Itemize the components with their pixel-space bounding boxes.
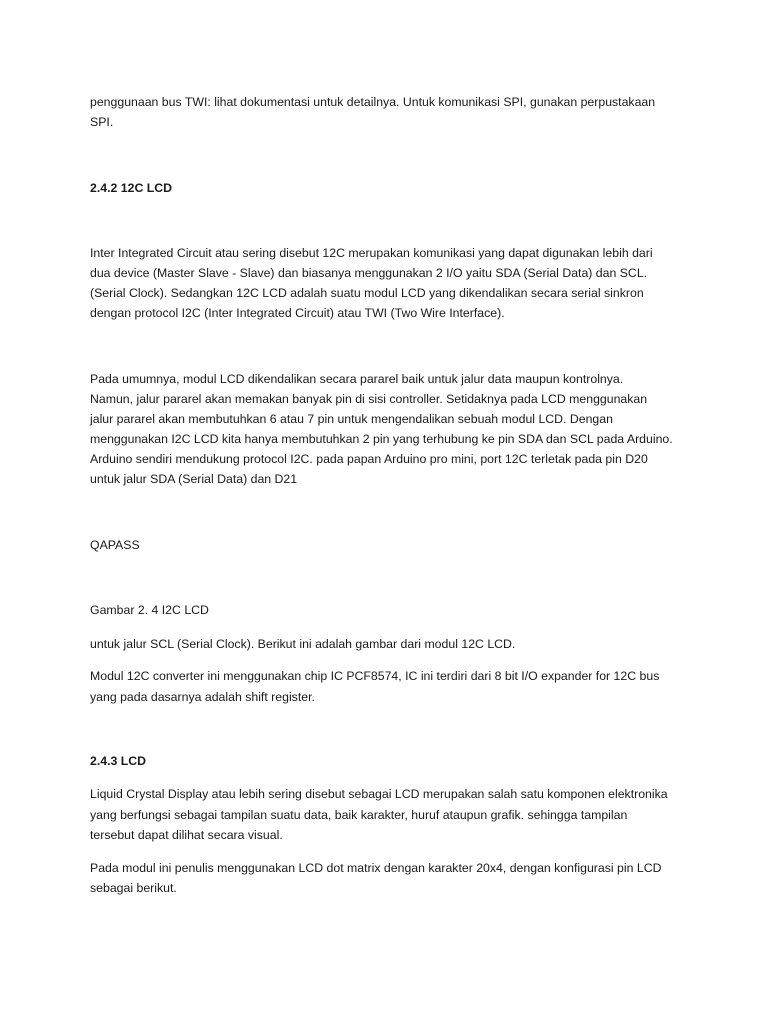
image-placeholder-text: QAPASS	[90, 538, 140, 552]
paragraph-line: Pada modul ini penulis menggunakan LCD dot matrix dengan karakter 20x4, dengan konfigurasi pin LCD	[90, 861, 662, 875]
paragraph-line: untuk jalur SDA (Serial Data) dan D21	[90, 472, 298, 486]
figure-caption: Gambar 2. 4 I2C LCD	[90, 603, 209, 617]
paragraph-line: Namun, jalur pararel akan memakan banyak pin di sisi controller. Setidaknya pada LCD menggunakan	[90, 392, 648, 406]
paragraph-line: SPI.	[90, 115, 114, 129]
paragraph-line: yang berfungsi sebagai tampilan suatu data, baik karakter, huruf ataupun grafik. sehingga tampilan	[90, 808, 628, 822]
paragraph-line: dengan protocol I2C (Inter Integrated Circuit) atau TWI (Two Wire Interface).	[90, 306, 505, 320]
paragraph-line: Pada umumnya, modul LCD dikendalikan secara pararel baik untuk jalur data maupun kontrolnya.	[90, 372, 624, 386]
section-heading-2-4-3: 2.4.3 LCD	[90, 754, 147, 768]
paragraph-line: yang pada dasarnya adalah shift register.	[90, 690, 315, 704]
paragraph-line: Inter Integrated Circuit atau sering disebut 12C merupakan komunikasi yang dapat digunakan lebih dari	[90, 246, 653, 260]
paragraph-line: jalur pararel akan membutuhkan 6 atau 7 pin untuk mengendalikan sebuah modul LCD. Dengan	[90, 412, 613, 426]
paragraph-line: Arduino sendiri mendukung protocol I2C. pada papan Arduino pro mini, port 12C terletak pada pin D20	[90, 452, 648, 466]
paragraph-line: tersebut dapat dilihat secara visual.	[90, 828, 283, 842]
paragraph-line: sebagai berikut.	[90, 881, 177, 895]
section-heading-2-4-2: 2.4.2 12C LCD	[90, 181, 173, 195]
paragraph-line: dua device (Master Slave - Slave) dan biasanya menggunakan 2 I/O yaitu SDA (Serial Data) dan SCL.	[90, 266, 648, 280]
paragraph-line: (Serial Clock). Sedangkan 12C LCD adalah suatu modul LCD yang dikendalikan secara serial sinkron	[90, 286, 644, 300]
paragraph-line: Liquid Crystal Display atau lebih sering disebut sebagai LCD merupakan salah satu komponen elektronika	[90, 787, 668, 801]
paragraph-line: untuk jalur SCL (Serial Clock). Berikut ini adalah gambar dari modul 12C LCD.	[90, 637, 516, 651]
paragraph-line: menggunakan I2C LCD kita hanya membutuhkan 2 pin yang terhubung ke pin SDA dan SCL pada Arduino.	[90, 432, 673, 446]
paragraph-line: Modul 12C converter ini menggunakan chip IC PCF8574, IC ini terdiri dari 8 bit I/O expander for 12C bus	[90, 669, 660, 683]
paragraph-line: penggunaan bus TWI: lihat dokumentasi untuk detailnya. Untuk komunikasi SPI, gunakan perpustakaan	[90, 95, 656, 109]
